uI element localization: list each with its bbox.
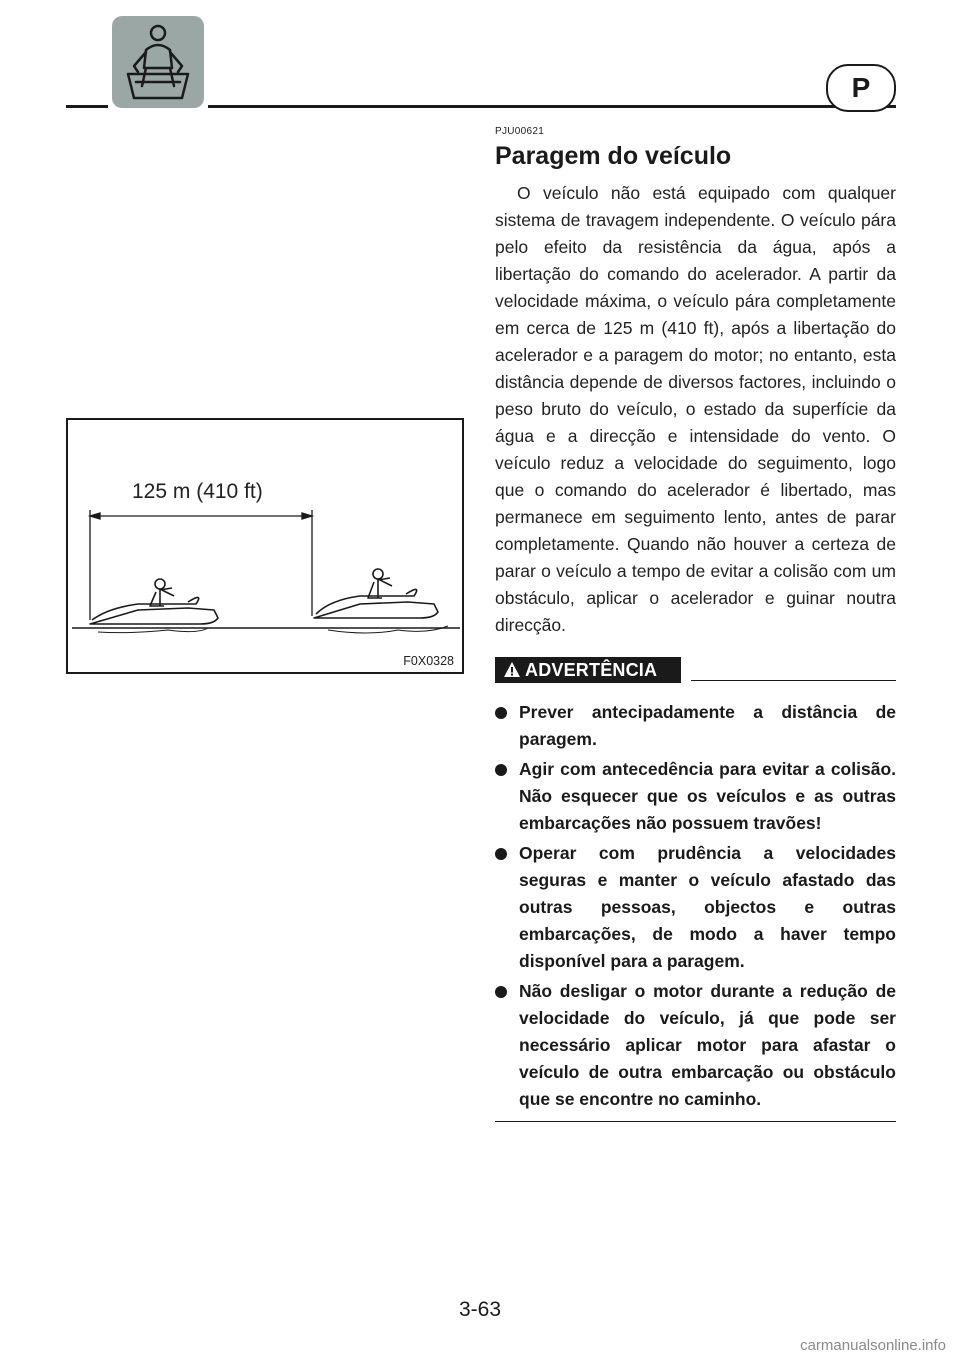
warning-list — [495, 699, 896, 1113]
warning-item — [495, 699, 896, 753]
main-content — [495, 126, 896, 1122]
warning-rule — [691, 680, 896, 682]
warning-item-text: Não desligar o motor durante a redução de velocidade do veículo, já que pode ser necessário aplicar motor para afastar o veículo de outra embarcação ou obstáculo que se encontre no caminho. — [519, 980, 896, 1109]
reference-code: PJU00621 — [495, 126, 545, 137]
page-number: 3-63 — [458, 1298, 502, 1321]
watercraft-rider-icon — [112, 16, 204, 108]
warning-label-box — [495, 657, 681, 683]
warning-end-rule — [495, 1121, 896, 1123]
bullet-icon — [495, 764, 507, 776]
warning-item-text: Prever antecipadamente a distância de paragem. — [519, 701, 896, 749]
warning-label: ADVERTÊNCIA — [525, 659, 658, 680]
warning-triangle-icon — [503, 661, 521, 678]
stopping-distance-figure — [66, 418, 464, 674]
warning-item-text: Agir com antecedência para evitar a colisão. Não esquecer que os veículos e as outras embarcações não possuem travões! — [519, 758, 896, 833]
warning-header — [495, 657, 896, 685]
warning-item-text: Operar com prudência a velocidades seguras e manter o veículo afastado das outras pessoas, objectos e outras embarcações, de modo a haver tempo disponível para a paragem. — [519, 842, 896, 971]
warning-item — [495, 840, 896, 975]
bullet-icon — [495, 986, 507, 998]
body-paragraph: O veículo não está equipado com qualquer sistema de travagem independente. O veículo pára pelo efeito da resistência da água, após a libertação do comando do acelerador. A partir da velocidade máxima, o veículo pára completamente em cerca de 125 m (410 ft), após a libertação do acelerador e a paragem do motor; no entanto, esta distância depende de diversos factores, incluindo o peso bruto do veículo, o estado da superfície da água e a direcção e intensidade do vento. O veículo reduz a velocidade do seguimento, logo que o comando do acelerador é libertado, mas permanece em seguimento lento, antes de parar completamente. Quando não houver a certeza de parar o veículo a tempo de evitar a colisão com um obstáculo, aplicar o acelerador e guinar noutra direcção. — [495, 183, 896, 635]
bullet-icon — [495, 848, 507, 860]
header-rule-right — [208, 105, 896, 108]
bullet-icon — [495, 707, 507, 719]
figure-code: F0X0328 — [403, 654, 454, 668]
stopping-distance-illustration — [68, 420, 464, 672]
header-rule-left — [66, 105, 108, 108]
distance-label: 125 m (410 ft) — [132, 480, 263, 503]
section-title: Paragem do veículo — [495, 142, 732, 170]
warning-item — [495, 756, 896, 837]
warning-item — [495, 978, 896, 1113]
watermark: carmanualsonline.info — [800, 1337, 946, 1354]
language-badge: P — [826, 64, 896, 112]
